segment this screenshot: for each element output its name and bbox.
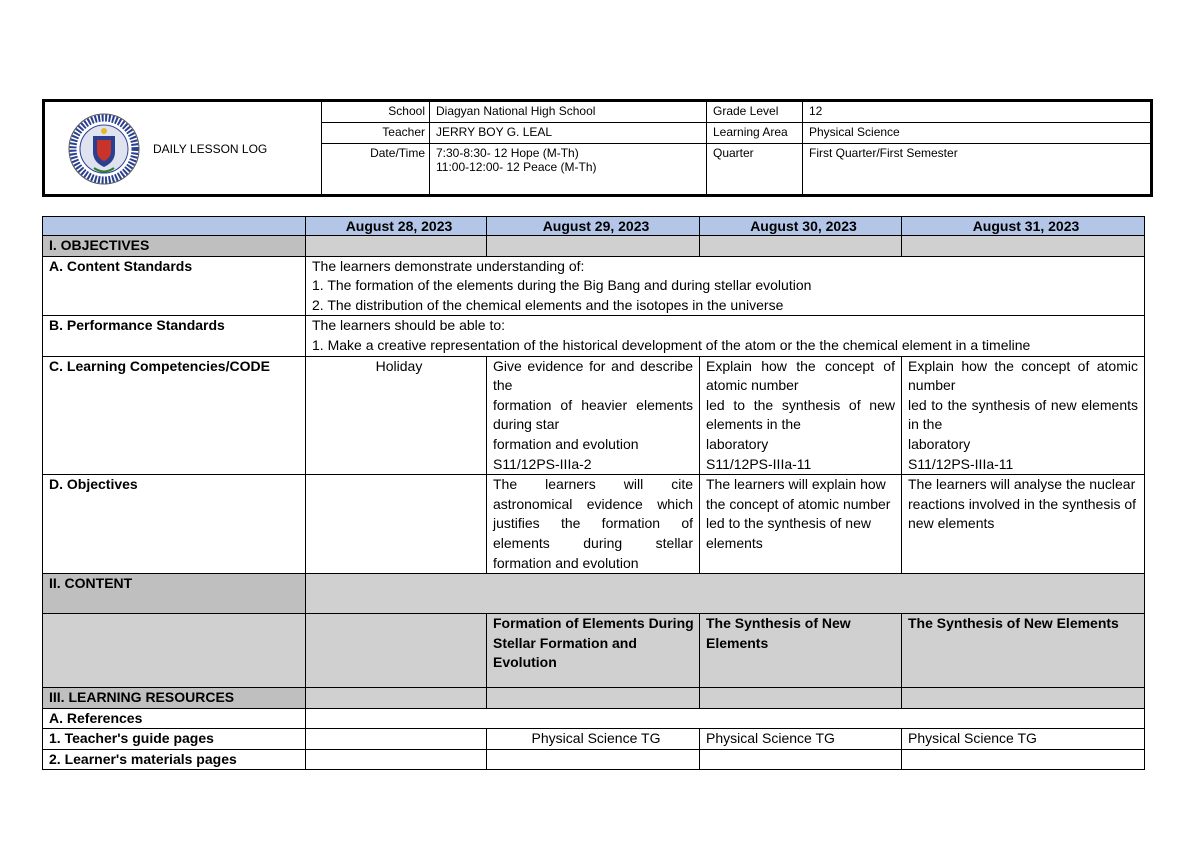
competencies-label: C. Learning Competencies/CODE xyxy=(43,356,306,475)
content-topic-day4: The Synthesis of New Elements xyxy=(902,614,1145,688)
content-topics-row xyxy=(43,614,1145,688)
competency-line: laboratory xyxy=(908,435,971,452)
tg-day3: Physical Science TG xyxy=(700,729,902,750)
content-standards-line: The learners demonstrate understanding of: xyxy=(312,257,585,274)
competency-line: led to the synthesis of new elements in the xyxy=(706,396,895,433)
lm-day3 xyxy=(700,749,902,770)
competency-code: S11/12PS-IIIa-11 xyxy=(706,455,812,472)
resources-heading: III. LEARNING RESOURCES xyxy=(43,688,306,709)
header-table xyxy=(42,99,1153,197)
resources-section-row xyxy=(43,688,1145,709)
lm-day4 xyxy=(902,749,1145,770)
learners-materials-row xyxy=(43,749,1145,770)
competency-line: formation of heavier elements during star xyxy=(493,396,693,433)
competency-day3 xyxy=(700,356,902,475)
quarter-label: Quarter xyxy=(707,144,803,196)
quarter-value: First Quarter/First Semester xyxy=(803,144,1152,196)
gray-cell xyxy=(902,688,1145,709)
deped-seal-icon xyxy=(67,112,141,186)
lesson-log-title: DAILY LESSON LOG xyxy=(153,142,268,156)
date-day3: August 30, 2023 xyxy=(700,217,902,236)
competency-line: Explain how the concept of atomic number xyxy=(706,357,895,394)
objective-day2: The learners will cite astronomical evidence which justifies the formation of elements during stellar formation and evolution xyxy=(487,475,700,574)
competency-line: laboratory xyxy=(706,435,769,452)
objectives-row xyxy=(43,475,1145,574)
objective-day3: The learners will explain how the concept of atomic number led to the synthesis of new elements xyxy=(700,475,902,574)
lm-day1 xyxy=(306,749,487,770)
logo-cell xyxy=(44,101,322,196)
lesson-table xyxy=(42,216,1145,770)
content-topic-day2: Formation of Elements During Stellar Formation and Evolution xyxy=(487,614,700,688)
objectives-label: D. Objectives xyxy=(43,475,306,574)
tg-day4: Physical Science TG xyxy=(902,729,1145,750)
references-row xyxy=(43,708,1145,729)
competency-line: Explain how the concept of atomic number xyxy=(908,357,1138,394)
references-value xyxy=(306,708,1145,729)
gray-cell xyxy=(487,688,700,709)
gray-cell xyxy=(306,574,1145,614)
learners-materials-label: 2. Learner's materials pages xyxy=(43,749,306,770)
content-standards-line: 2. The distribution of the chemical elements and the isotopes in the universe xyxy=(312,296,784,313)
performance-standards-line: The learners should be able to: xyxy=(312,317,506,334)
content-standards-label: A. Content Standards xyxy=(43,256,306,316)
teacher-value: JERRY BOY G. LEAL xyxy=(430,123,707,144)
teacher-label: Teacher xyxy=(322,123,430,144)
objectives-heading: I. OBJECTIVES xyxy=(43,236,306,257)
tg-day2: Physical Science TG xyxy=(487,729,700,750)
date-header-row xyxy=(43,217,1145,236)
content-standards-row xyxy=(43,256,1145,316)
area-label: Learning Area xyxy=(707,123,803,144)
gray-cell xyxy=(43,614,306,688)
competency-day2 xyxy=(487,356,700,475)
objective-day1 xyxy=(306,475,487,574)
content-standards-text xyxy=(306,256,1145,316)
date-day1: August 28, 2023 xyxy=(306,217,487,236)
datetime-value xyxy=(430,144,707,196)
performance-standards-line: 1. Make a creative representation of the historical development of the atom or the the chemical element in a timeline xyxy=(312,336,1031,353)
grade-label: Grade Level xyxy=(707,101,803,123)
competency-day4 xyxy=(902,356,1145,475)
references-label: A. References xyxy=(43,708,306,729)
gray-cell xyxy=(306,614,487,688)
date-day4: August 31, 2023 xyxy=(902,217,1145,236)
lm-day2 xyxy=(487,749,700,770)
competency-line: led to the synthesis of new elements in the xyxy=(908,396,1138,433)
datetime-line-2: 11:00-12:00- 12 Peace (M-Th) xyxy=(436,160,597,174)
performance-standards-row xyxy=(43,316,1145,356)
competency-line: formation and evolution xyxy=(493,435,639,452)
tg-day1 xyxy=(306,729,487,750)
content-topic-day3: The Synthesis of New Elements xyxy=(700,614,902,688)
objective-day4: The learners will analyse the nuclear reactions involved in the synthesis of new elements xyxy=(902,475,1145,574)
content-section-row xyxy=(43,574,1145,614)
performance-standards-text xyxy=(306,316,1145,356)
datetime-line-1: 7:30-8:30- 12 Hope (M-Th) xyxy=(436,146,579,160)
content-standards-line: 1. The formation of the elements during the Big Bang and during stellar evolution xyxy=(312,277,812,294)
competency-code: S11/12PS-IIIa-11 xyxy=(908,455,1014,472)
gray-cell xyxy=(306,236,487,257)
competency-day1: Holiday xyxy=(306,356,487,475)
gray-cell xyxy=(700,236,902,257)
content-heading: II. CONTENT xyxy=(43,574,306,614)
gray-cell xyxy=(902,236,1145,257)
objectives-section-row xyxy=(43,236,1145,257)
school-label: School xyxy=(322,101,430,123)
school-value: Diagyan National High School xyxy=(430,101,707,123)
competency-code: S11/12PS-IIIa-2 xyxy=(493,455,592,472)
teachers-guide-row xyxy=(43,729,1145,750)
performance-standards-label: B. Performance Standards xyxy=(43,316,306,356)
gray-cell xyxy=(487,236,700,257)
gray-cell xyxy=(700,688,902,709)
header-blank xyxy=(43,217,306,236)
teachers-guide-label: 1. Teacher's guide pages xyxy=(43,729,306,750)
gray-cell xyxy=(306,688,487,709)
area-value: Physical Science xyxy=(803,123,1152,144)
competencies-row xyxy=(43,356,1145,475)
date-day2: August 29, 2023 xyxy=(487,217,700,236)
datetime-label: Date/Time xyxy=(322,144,430,196)
competency-line: Give evidence for and describe the xyxy=(493,357,693,394)
grade-value: 12 xyxy=(803,101,1152,123)
